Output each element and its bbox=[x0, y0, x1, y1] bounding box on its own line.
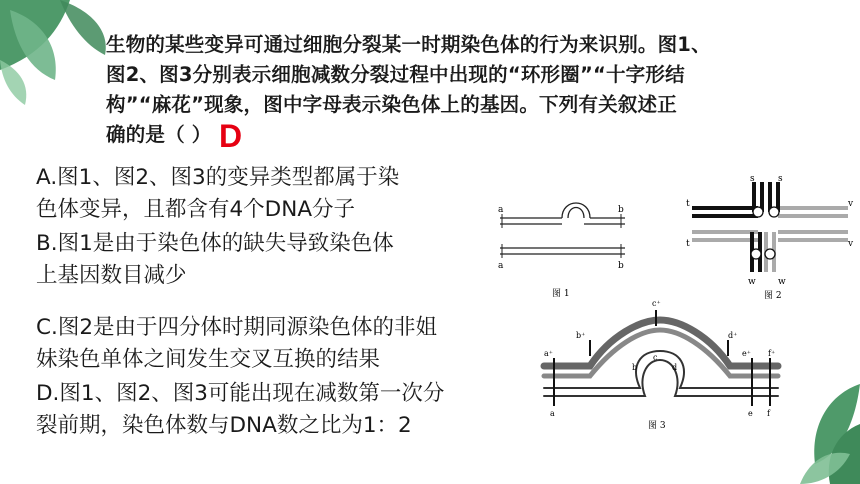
fig1-label: a bbox=[498, 205, 504, 215]
fig3-label: e bbox=[748, 409, 753, 418]
fig3-label: b⁺ bbox=[576, 331, 586, 340]
fig3-caption: 图 3 bbox=[648, 421, 666, 431]
fig3-label: c bbox=[653, 353, 658, 362]
question-line: 构”“麻花”现象，图中字母表示染色体上的基因。下列有关叙述正 bbox=[106, 93, 677, 116]
fig2-label: t bbox=[686, 239, 690, 249]
answer-letter: D bbox=[219, 118, 243, 154]
option-b-line: B.图1是由于染色体的缺失导致染色体 bbox=[36, 231, 394, 256]
fig2-label: v bbox=[848, 239, 854, 249]
fig1-label: b bbox=[618, 261, 624, 271]
fig1-label: b bbox=[618, 205, 624, 215]
figure-1-loop-diagram bbox=[490, 190, 640, 300]
fig1-caption: 图 1 bbox=[552, 289, 570, 299]
option-d-line: 裂前期，染色体数与DNA数之比为1：2 bbox=[36, 413, 412, 438]
option-d-line: D.图1、图2、图3可能出现在减数第一次分 bbox=[36, 381, 445, 406]
option-a-line: A.图1、图2、图3的变异类型都属于染 bbox=[36, 165, 400, 190]
figure-2-cross-diagram bbox=[678, 172, 858, 302]
option-d bbox=[36, 378, 506, 442]
question-line: 生物的某些变异可通过细胞分裂某一时期染色体的行为来识别。图1、 bbox=[106, 33, 711, 56]
fig2-label: w bbox=[748, 277, 756, 287]
option-b bbox=[36, 228, 476, 292]
fig3-label: a⁺ bbox=[544, 349, 553, 358]
fig3-label: e⁺ bbox=[742, 349, 751, 358]
fig3-label: a bbox=[550, 409, 555, 418]
option-c-line: 妹染色单体之间发生交叉互换的结果 bbox=[36, 347, 381, 372]
fig2-label: s bbox=[750, 174, 755, 184]
fig2-label: v bbox=[848, 199, 854, 209]
fig3-label: f⁺ bbox=[768, 349, 776, 358]
fig2-caption: 图 2 bbox=[764, 291, 782, 301]
fig3-label: b bbox=[632, 363, 638, 372]
fig3-label: c⁺ bbox=[652, 299, 661, 308]
fig1-label: a bbox=[498, 261, 504, 271]
option-b-line: 上基因数目减少 bbox=[36, 263, 187, 288]
fig3-label: f bbox=[767, 409, 770, 418]
fig2-label: t bbox=[686, 199, 690, 209]
question-line: 确的是（ ） bbox=[106, 123, 212, 146]
question-line: 图2、图3分别表示细胞减数分裂过程中出现的“环形圈”“十字形结 bbox=[106, 63, 685, 86]
option-c bbox=[36, 312, 506, 376]
option-a-line: 色体变异，且都含有4个DNA分子 bbox=[36, 197, 356, 222]
figure-3-twist-diagram bbox=[530, 296, 790, 431]
fig2-label: s bbox=[778, 174, 783, 184]
option-c-line: C.图2是由于四分体时期同源染色体的非姐 bbox=[36, 315, 438, 340]
fig2-label: w bbox=[778, 277, 786, 287]
fig3-label: d bbox=[672, 363, 678, 372]
option-a bbox=[36, 162, 476, 226]
fig3-label: d⁺ bbox=[728, 331, 738, 340]
question-text bbox=[106, 30, 838, 150]
